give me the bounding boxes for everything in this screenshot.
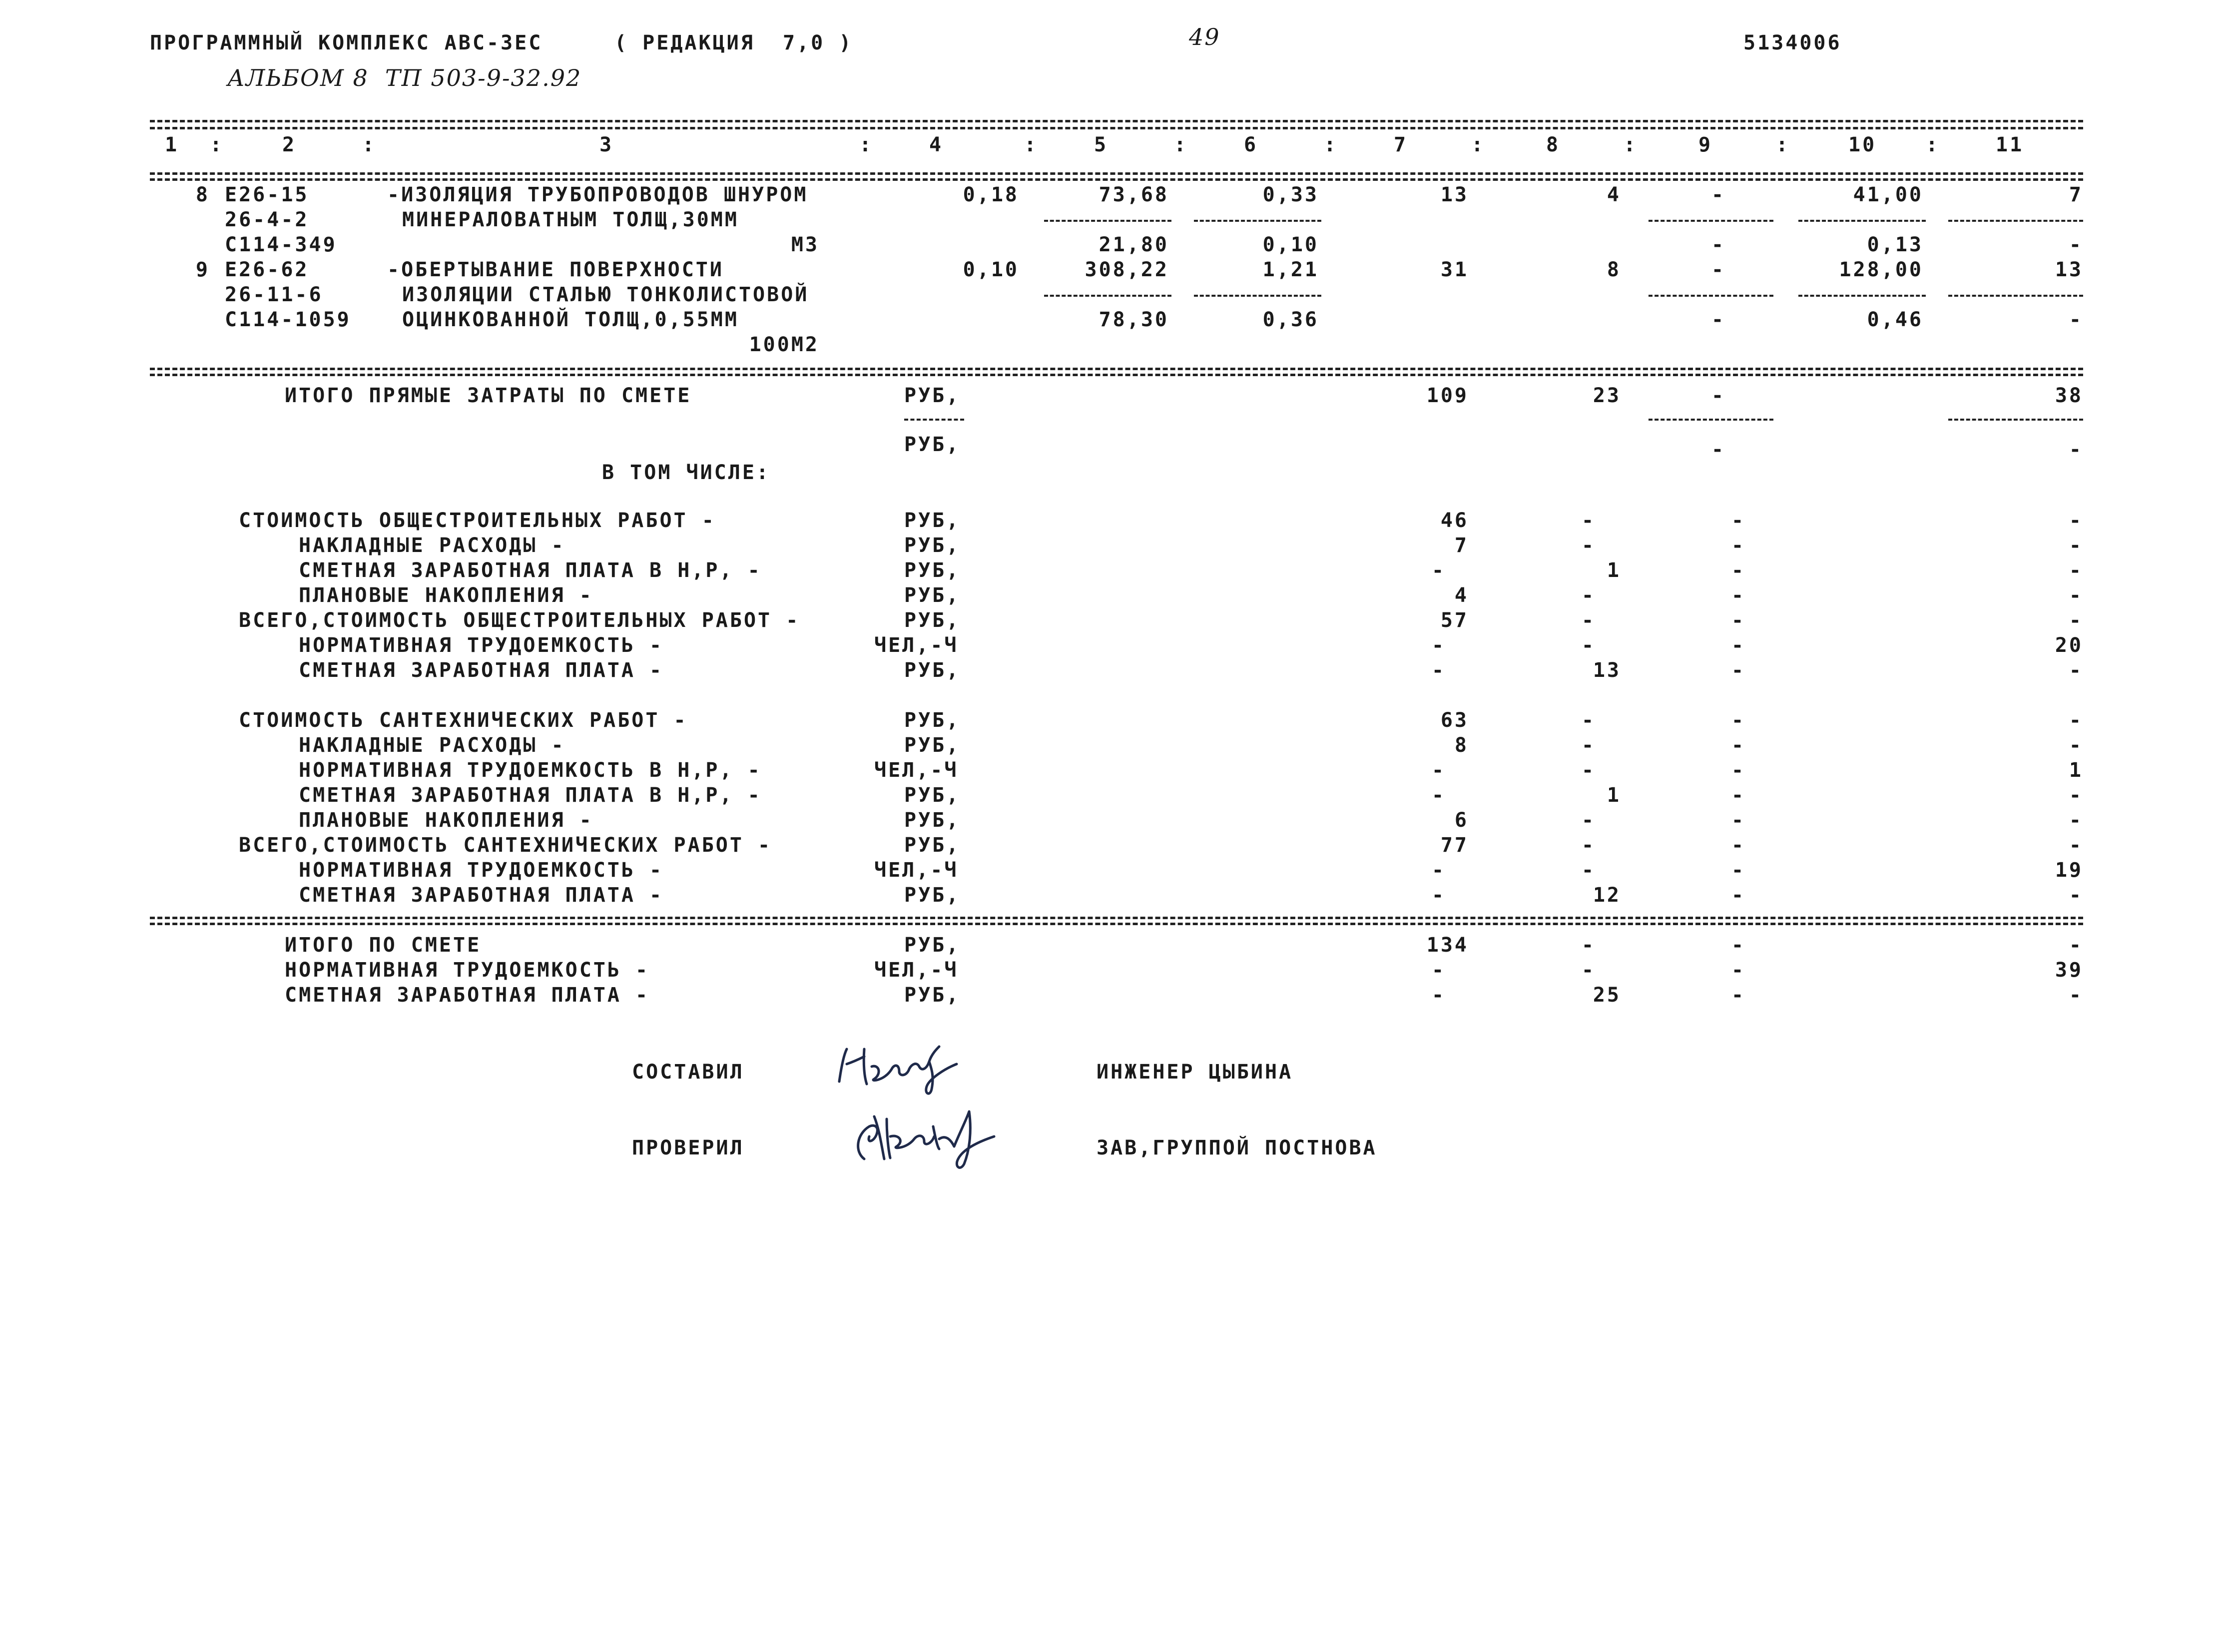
cell-col9: - [1731,984,1746,1007]
col-header-7: 7 [1394,133,1408,156]
cell-col8: - [1581,759,1596,782]
col-header-9: 9 [1698,133,1713,156]
cell-col9: - [1731,609,1746,632]
cell-col9: - [1731,734,1746,757]
cell-col11: - [2069,709,2083,732]
unit-cell: ЧЕЛ,-Ч [874,959,959,982]
including-label: В ТОМ ЧИСЛЕ: [602,461,770,484]
cell-col8: - [1581,584,1596,607]
summary-label: ВСЕГО,СТОИМОСТЬ ОБЩЕСТРОИТЕЛЬНЫХ РАБОТ - [239,609,800,632]
cell-col9: - [1711,308,1726,331]
page-number: 49 [1189,23,1220,50]
cell-col6: 0,36 [1262,308,1319,331]
cell-col7: 63 [1440,709,1469,732]
unit-cell: ЧЕЛ,-Ч [874,859,959,882]
summary-label: ПЛАНОВЫЕ НАКОПЛЕНИЯ - [299,809,593,832]
summary-label: НОРМАТИВНАЯ ТРУДОЕМКОСТЬ - [299,859,664,882]
cell-col11: - [2069,509,2083,532]
unit-cell: РУБ, [904,884,961,907]
summary-label: СТОИМОСТЬ ОБЩЕСТРОИТЕЛЬНЫХ РАБОТ - [239,509,716,532]
item-ref: С114-1059 [225,308,351,331]
cell-col8: - [1581,509,1596,532]
item-description: ОЦИНКОВАННОЙ ТОЛЩ,0,55ММ [402,308,739,331]
summary-label: НАКЛАДНЫЕ РАСХОДЫ - [299,734,565,757]
program-name: ПРОГРАММНЫЙ КОМПЛЕКС АВС-3ЕС [150,31,543,54]
cell-col11: - [2069,809,2083,832]
cell-col11: - [2069,534,2083,557]
cell-col7: - [1431,784,1446,807]
item-description: -ОБЕРТЫВАНИЕ ПОВЕРХНОСТИ [387,258,724,281]
summary-label: НОРМАТИВНАЯ ТРУДОЕМКОСТЬ В Н,Р, - [299,759,762,782]
cell-col11: - [2069,884,2083,907]
col-separator: : [1174,133,1188,156]
cell-col6: 0,10 [1262,233,1319,256]
cell-col5: 78,30 [1099,308,1169,331]
unit-cell: РУБ, [904,984,961,1007]
summary-label: ИТОГО ПО СМЕТЕ [285,934,482,957]
item-number: 9 [195,258,210,281]
col-separator: : [210,133,224,156]
album-designation: АЛЬБОМ 8 ТП 503-9-32.92 [227,64,582,91]
cell-col8: 1 [1607,784,1621,807]
item-ref: С114-349 [225,233,337,256]
unit-cell: ЧЕЛ,-Ч [874,634,959,657]
cell-divider [1798,295,1926,297]
unit-cell: РУБ, [904,609,961,632]
cell-col9: - [1731,959,1746,982]
cell-col9: - [1711,384,1726,407]
col-header-2: 2 [282,133,297,156]
cell-col9: - [1731,634,1746,657]
col-header-3: 3 [599,133,614,156]
unit-cell: РУБ, [904,834,961,857]
cell-col7: 4 [1454,584,1469,607]
col-header-4: 4 [929,133,944,156]
summary-label: СМЕТНАЯ ЗАРАБОТНАЯ ПЛАТА - [285,984,650,1007]
cell-col9: - [1731,709,1746,732]
summary-label: СМЕТНАЯ ЗАРАБОТНАЯ ПЛАТА В Н,Р, - [299,559,762,582]
cell-col8: - [1581,534,1596,557]
cell-col7: - [1431,659,1446,682]
item-unit: 100М2 [749,333,819,356]
cell-divider [1948,220,2083,222]
cell-col8: 25 [1593,984,1621,1007]
cell-divider [1649,295,1773,297]
cell-divider [1044,220,1171,222]
cell-divider [1948,419,2083,421]
cell-divider [1798,220,1926,222]
unit-cell: РУБ, [904,934,961,957]
cell-col8: - [1581,634,1596,657]
unit-cell: РУБ, [904,734,961,757]
col-header-8: 8 [1546,133,1561,156]
item-unit: М3 [791,233,819,256]
rule-top-2 [150,127,2083,129]
col-separator: : [1324,133,1338,156]
cell-col10: 0,46 [1867,308,1923,331]
cell-divider [1194,220,1321,222]
rule-final [150,917,2083,919]
rule-final-2 [150,923,2083,925]
cell-col8: - [1581,959,1596,982]
cell-col11: - [2069,308,2083,331]
cell-col7: 46 [1440,509,1469,532]
checked-label: ПРОВЕРИЛ [632,1136,744,1159]
cell-col9: - [1711,183,1726,206]
cell-col10: 128,00 [1839,258,1923,281]
summary-label: НОРМАТИВНАЯ ТРУДОЕМКОСТЬ - [285,959,650,982]
cell-col11: 38 [2055,384,2083,407]
summary-label: НАКЛАДНЫЕ РАСХОДЫ - [299,534,565,557]
cell-col9: - [1731,934,1746,957]
cell-col11: 39 [2055,959,2083,982]
cell-divider [1649,419,1773,421]
unit-cell: РУБ, [904,534,961,557]
cell-col6: 1,21 [1262,258,1319,281]
cell-col9: - [1731,809,1746,832]
checker-name: ЗАВ,ГРУППОЙ ПОСТНОВА [1097,1136,1377,1159]
cell-col9: - [1731,884,1746,907]
cell-col11: - [2069,834,2083,857]
document-number: 5134006 [1743,31,1842,54]
col-separator: : [1624,133,1638,156]
unit-cell: ЧЕЛ,-Ч [874,759,959,782]
cell-col7: - [1431,884,1446,907]
rule-header-bottom-2 [150,178,2083,181]
cell-col8: 8 [1607,258,1621,281]
item-description: ИЗОЛЯЦИИ СТАЛЬЮ ТОНКОЛИСТОВОЙ [402,283,809,306]
cell-col7: - [1431,634,1446,657]
cell-col7: 13 [1440,183,1469,206]
cell-col7: 7 [1454,534,1469,557]
item-ref: 26-4-2 [225,208,309,231]
cell-col10: 0,13 [1867,233,1923,256]
col-header-5: 5 [1094,133,1108,156]
cell-col8: - [1581,934,1596,957]
cell-col8: - [1581,734,1596,757]
compiler-name: ИНЖЕНЕР ЦЫБИНА [1097,1061,1293,1084]
cell-col9: - [1731,659,1746,682]
cell-col4: 0,10 [963,258,1019,281]
cell-col7: - [1431,984,1446,1007]
cell-divider [1649,220,1773,222]
cell-col9: - [1731,834,1746,857]
cell-col8: - [1581,609,1596,632]
cell-col9: - [1711,233,1726,256]
cell-col9: - [1731,584,1746,607]
unit-cell: РУБ, [904,509,961,532]
cell-col9: - [1731,559,1746,582]
cell-col8: - [1581,709,1596,732]
cell-col8: 1 [1607,559,1621,582]
item-code: Е26-15 [225,183,309,206]
summary-label: СТОИМОСТЬ САНТЕХНИЧЕСКИХ РАБОТ - [239,709,688,732]
rule-items-bottom-2 [150,374,2083,376]
cell-col5: 73,68 [1099,183,1169,206]
cell-col9: - [1731,784,1746,807]
cell-col9: - [1731,509,1746,532]
cell-col7: 8 [1454,734,1469,757]
item-number: 8 [195,183,210,206]
cell-col11: 13 [2055,258,2083,281]
cell-col10: 41,00 [1853,183,1923,206]
cell-col9: - [1731,859,1746,882]
cell-col7: - [1431,959,1446,982]
cell-col9: - [1711,438,1726,461]
cell-col8: 4 [1607,183,1621,206]
cell-col8: - [1581,859,1596,882]
rule-items-bottom [150,368,2083,370]
cell-col11: 7 [2069,183,2083,206]
cell-col7: 6 [1454,809,1469,832]
cell-col8: 13 [1593,659,1621,682]
cell-col7: 31 [1440,258,1469,281]
cell-col7: 134 [1426,934,1469,957]
rule-header-bottom [150,172,2083,175]
unit-cell: РУБ, [904,659,961,682]
cell-col11: 20 [2055,634,2083,657]
col-header-6: 6 [1244,133,1258,156]
unit-cell: РУБ, [904,784,961,807]
cell-col8: 12 [1593,884,1621,907]
cell-col11: - [2069,734,2083,757]
cell-divider [904,419,964,421]
item-description: МИНЕРАЛОВАТНЫМ ТОЛЩ,30ММ [402,208,739,231]
unit-cell: РУБ, [904,433,961,456]
cell-col7: 57 [1440,609,1469,632]
col-separator: : [1471,133,1486,156]
col-header-11: 11 [1996,133,2024,156]
cell-col11: - [2069,584,2083,607]
cell-divider [1948,295,2083,297]
summary-label: СМЕТНАЯ ЗАРАБОТНАЯ ПЛАТА - [299,659,664,682]
cell-divider [1194,295,1321,297]
unit-cell: РУБ, [904,559,961,582]
cell-col7: - [1431,859,1446,882]
col-header-1: 1 [165,133,179,156]
col-header-10: 10 [1848,133,1877,156]
totals-direct-label: ИТОГО ПРЯМЫЕ ЗАТРАТЫ ПО СМЕТЕ [285,384,692,407]
rule-top [150,120,2083,122]
cell-col11: - [2069,233,2083,256]
cell-col7: 77 [1440,834,1469,857]
cell-col11: - [2069,659,2083,682]
unit-cell: РУБ, [904,809,961,832]
cell-col7: 109 [1426,384,1469,407]
col-separator: : [362,133,377,156]
cell-col11: - [2069,934,2083,957]
summary-label: ВСЕГО,СТОИМОСТЬ САНТЕХНИЧЕСКИХ РАБОТ - [239,834,772,857]
edition: ( РЕДАКЦИЯ 7,0 ) [614,31,853,54]
cell-col9: - [1731,759,1746,782]
cell-col11: - [2069,438,2083,461]
cell-col11: 1 [2069,759,2083,782]
checker-signature [844,1099,1024,1174]
summary-label: СМЕТНАЯ ЗАРАБОТНАЯ ПЛАТА - [299,884,664,907]
cell-col8: - [1581,834,1596,857]
cell-col11: - [2069,609,2083,632]
col-separator: : [1776,133,1790,156]
summary-label: ПЛАНОВЫЕ НАКОПЛЕНИЯ - [299,584,593,607]
col-separator: : [1024,133,1039,156]
cell-col8: - [1581,809,1596,832]
cell-col9: - [1731,534,1746,557]
summary-label: СМЕТНАЯ ЗАРАБОТНАЯ ПЛАТА В Н,Р, - [299,784,762,807]
cell-col9: - [1711,258,1726,281]
item-description: -ИЗОЛЯЦИЯ ТРУБОПРОВОДОВ ШНУРОМ [387,183,808,206]
unit-cell: РУБ, [904,384,961,407]
cell-col6: 0,33 [1262,183,1319,206]
cell-col11: - [2069,784,2083,807]
cell-col5: 308,22 [1085,258,1169,281]
summary-label: НОРМАТИВНАЯ ТРУДОЕМКОСТЬ - [299,634,664,657]
cell-col11: - [2069,984,2083,1007]
cell-col7: - [1431,759,1446,782]
cell-col11: - [2069,559,2083,582]
cell-col5: 21,80 [1099,233,1169,256]
cell-col11: 19 [2055,859,2083,882]
cell-col4: 0,18 [963,183,1019,206]
cell-col8: 23 [1593,384,1621,407]
col-separator: : [859,133,874,156]
compiled-label: СОСТАВИЛ [632,1061,744,1084]
cell-divider [1044,295,1171,297]
unit-cell: РУБ, [904,584,961,607]
cell-col7: - [1431,559,1446,582]
item-ref: 26-11-6 [225,283,323,306]
item-code: Е26-62 [225,258,309,281]
compiler-signature [824,1034,1004,1099]
unit-cell: РУБ, [904,709,961,732]
col-separator: : [1926,133,1940,156]
